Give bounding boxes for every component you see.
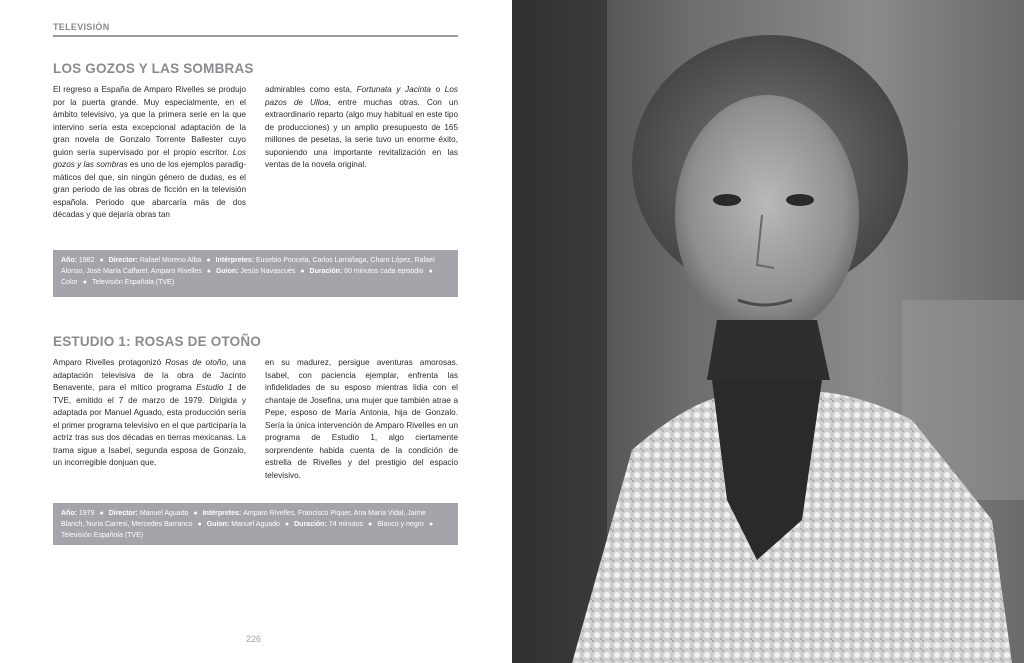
credit-value: Blanco y negro (377, 520, 424, 528)
separator-dot: ● (206, 267, 211, 275)
credit-label: Director: (108, 510, 140, 517)
text-run: Los pazos de Ulloa (265, 85, 458, 107)
text-run: Fortunata y Jacinta (356, 85, 431, 94)
article-column-1 (53, 84, 246, 222)
text-run: de TVE, emitido el 7 de marzo de 1979. Dirigida y adaptada por Manuel Aguado, esta producción sería el primer programa televisivo en el que participaría la actriz tras sus dos décadas en tierras mexicanas. La trama sigue a Isabel, segunda esposa de Gonzalo, un incorregible donjuan que, (53, 383, 246, 467)
text-run: Los gozos y las sombras (53, 147, 246, 169)
credit-value: Televisión Española (TVE) (91, 278, 175, 286)
credit-value: Televisión Española (TVE) (61, 531, 144, 539)
separator-dot: ● (368, 520, 373, 528)
credit-value: Rafael Moreno Alba (139, 257, 202, 264)
separator-dot: ● (99, 257, 104, 264)
credits-box (53, 503, 458, 545)
credit-label: Año: (61, 510, 79, 517)
credit-label: Intérpretes: (215, 257, 257, 264)
separator-dot: ● (300, 267, 305, 275)
text-run: , una adaptación televisiva de la obra de Jacinto Benavente, para el mítico programa (53, 358, 246, 392)
credit-label: Guion: (206, 520, 232, 528)
credit-value: Manuel Aguado (231, 520, 280, 528)
credit-value: 60 minutos cada episodio (344, 267, 424, 275)
separator-dot: ● (206, 257, 211, 264)
text-run: admirables como esta, (265, 85, 357, 94)
page-number: 226 (246, 634, 262, 644)
credit-value: Eusebio Poncela, Carlos Larrañaga, Charo López, Rafael Alonso, José María Caffarel, Amparo Rivelles (61, 257, 435, 275)
article-column-1 (53, 357, 246, 470)
text-run: , entre muchas otras. Con un extraordinario reparto (algo muy habitual en este tipo de producciones) y un amplio presupuesto de 165 millones de pesetas, la serie tuvo un enorme éxito, suponiendo una importante revitalización en las ventas de la novela original. (265, 97, 458, 169)
text-run: Rosas de otoño (165, 358, 227, 367)
article-column-2 (265, 357, 458, 482)
credit-label: Duración: (309, 267, 345, 275)
article-column-2 (265, 84, 458, 172)
text-run: Estudio 1 (196, 383, 233, 392)
credit-label: Año: (61, 257, 79, 264)
credit-value: Jesús Navascués (240, 267, 296, 275)
credit-value: 1979 (78, 510, 95, 517)
text-run: El regreso a España de Amparo Rivelles se produjo por la puerta grande. Muy especialmente, en el ámbito televisivo, ya que la primera serie en la que intervino sería esta excepcional adaptación de la gran novela de Gonzalo Torrente Ballester cuyo guion sería supervisado por el propio escritor. (53, 85, 246, 157)
credits-box (53, 250, 458, 297)
credit-label: Guion: (215, 267, 241, 275)
portrait-photo (512, 0, 1024, 663)
section-header: TELEVISIÓN (53, 22, 110, 32)
credit-label: Intérpretes: (202, 510, 244, 517)
credit-value: 74 minutos (328, 520, 363, 528)
credit-value: Color (61, 278, 78, 286)
text-run: es uno de los ejemplos paradigmáticos del que, sin ningún género de dudas, es el gran periodo de las obras de ficción en la televisión española. Periodo que abarcaría más de dos décadas y que dejaría obras tan (53, 160, 246, 219)
credit-value: Amparo Rivelles, Francisco Piquer, Ana María Vidal, Jaime Blanch, Nuria Carresi, Mercedes Barranco (61, 510, 426, 528)
separator-dot: ● (284, 520, 290, 528)
text-run: Amparo Rivelles protagonizó (53, 358, 166, 367)
photo-caption: Los gozos y las sombras (925, 640, 1008, 649)
credit-value: 1982 (78, 257, 95, 264)
article-title: ESTUDIO 1: ROSAS DE OTOÑO (53, 334, 262, 349)
portrait-image (512, 0, 1024, 663)
article-title: LOS GOZOS Y LAS SOMBRAS (53, 61, 254, 76)
separator-dot: ● (428, 267, 433, 275)
credit-value: Manuel Aguado (139, 510, 189, 517)
separator-dot: ● (193, 510, 198, 517)
separator-dot: ● (197, 520, 202, 528)
credit-label: Director: (108, 257, 140, 264)
separator-dot: ● (82, 278, 87, 286)
text-run: o (431, 85, 445, 94)
separator-dot: ● (99, 510, 104, 517)
credit-label: Duración: (294, 520, 329, 528)
section-rule (53, 35, 458, 37)
text-run: en su madurez, persigue aventuras amorosas. Isabel, con paciencia ejemplar, enfrenta las infidelidades de su esposo mientras lidia con el chantaje de Josefina, una mujer que también atrae a Pepe, esposo de María Antonia, hija de Gonzalo. Sería la única intervención de Amparo Rivelles en un programa de Estudio 1, algo ciertamente sorprendente habida cuenta de la condición de estrella de Rivelles y del prestigio del espacio televisivo. (265, 358, 458, 480)
separator-dot: ● (428, 520, 434, 528)
